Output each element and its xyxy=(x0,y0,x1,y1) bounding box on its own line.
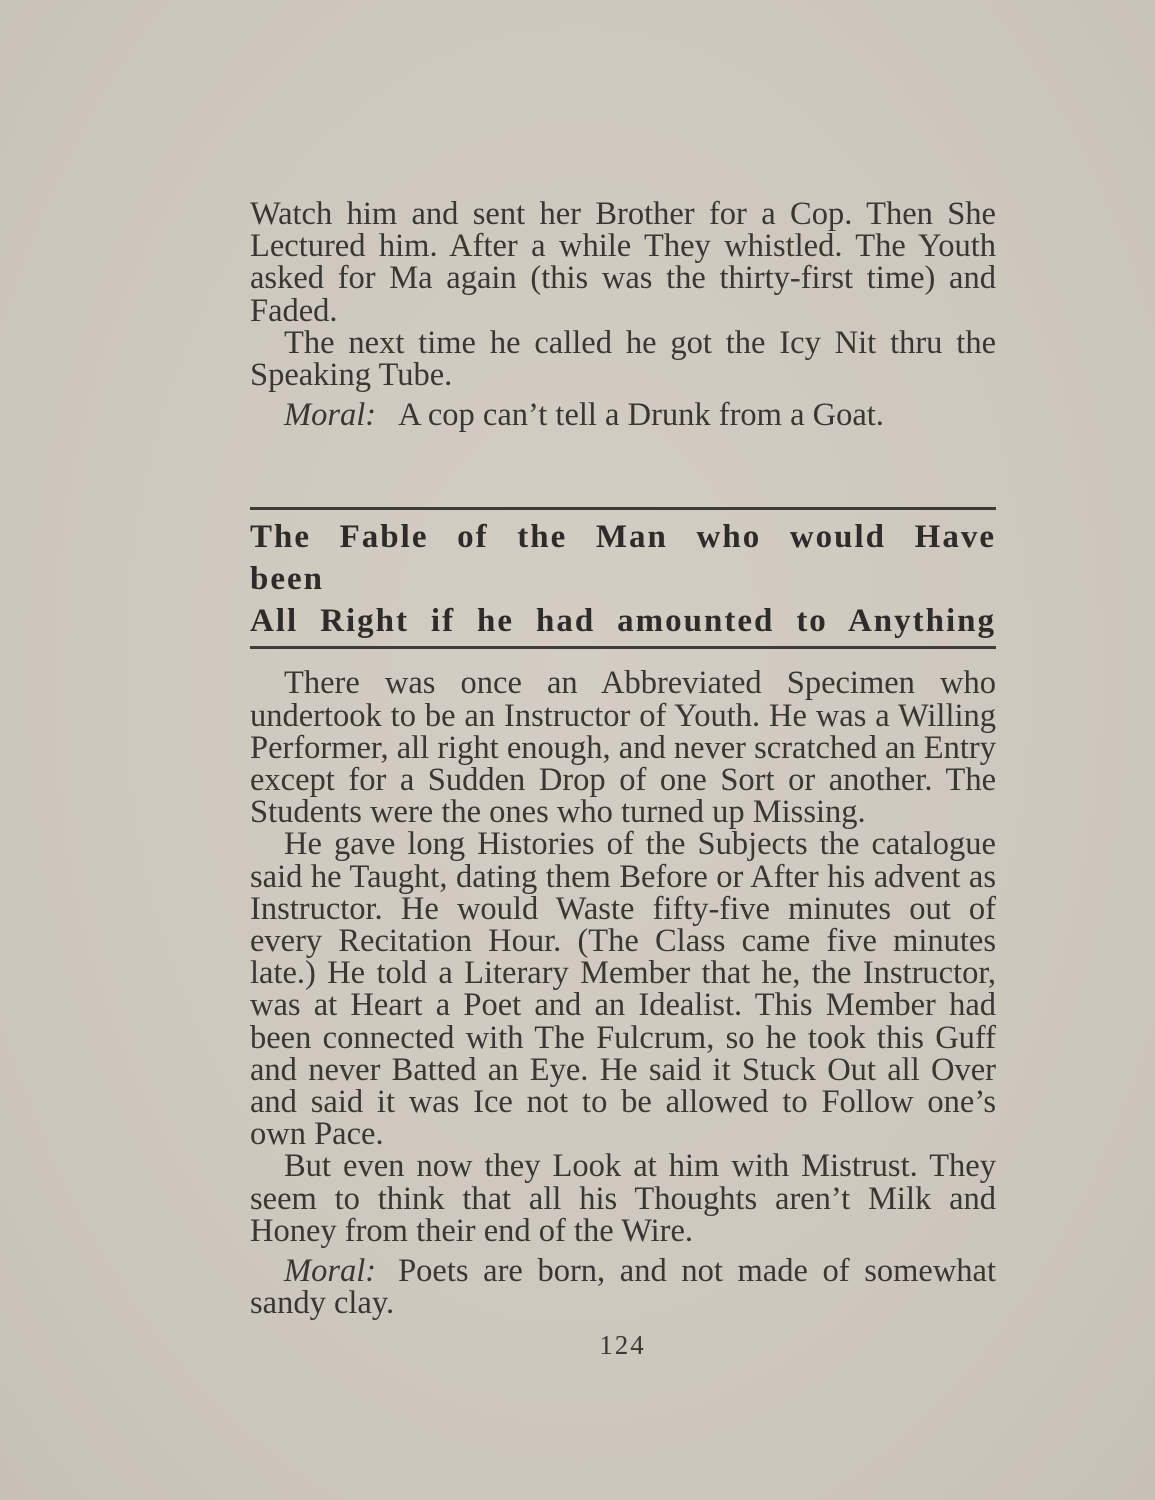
paragraph-speaking-tube: The next time he called he got the Icy Nit thru the Speaking Tube. xyxy=(250,324,996,394)
page-number: 124 xyxy=(599,1330,646,1360)
text-column xyxy=(250,196,996,1322)
moral-poets xyxy=(250,1253,996,1322)
moral-text: A cop can’t tell a Drunk from a Goat. xyxy=(398,397,884,434)
moral-text: Poets are born, and not made of somewhat sandy clay. xyxy=(250,1253,996,1322)
fable-title-line-1: The Fable of the Man who would Have been xyxy=(250,519,996,598)
continued-paragraph: Watch him and sent her Brother for a Cop. Then She Lectured him. After a while They whistled. The Youth asked for Ma again (this was the thirty-first time) and Faded. xyxy=(250,196,996,329)
paragraph-abbreviated-specimen: There was once an Abbreviated Specimen who undertook to be an Instructor of Youth. He was a Willing Performer, all right enough, and never scratched an Entry except for a Sudden Drop of one Sort or another. The Students were the ones who turned up Missing. xyxy=(250,665,996,831)
moral-label: Moral: xyxy=(284,1253,377,1290)
moral-goat xyxy=(250,397,996,434)
paragraph-histories: He gave long Histories of the Subjects the catalogue said he Taught, dating them Before or After his advent as Instructor. He would Waste fifty-five minutes out of every Recitation Hour. (The Class came five minutes late.) He told a Literary Member that he, the Instructor, was at Heart a Poet and an Idealist. This Member had been connected with The Fulcrum, so he took this Guff and never Batted an Eye. He said it Stuck Out all Over and said it was Ice not to be allowed to Follow one’s own Pace. xyxy=(250,826,996,1153)
fable-title-line-2: All Right if he had amounted to Anything xyxy=(250,603,996,640)
title-rule-bottom xyxy=(250,646,996,649)
paragraph-mistrust: But even now they Look at him with Mistrust. They seem to think that all his Thoughts aren’t Milk and Honey from their end of the Wire. xyxy=(250,1148,996,1249)
fable-title xyxy=(250,510,996,646)
moral-label: Moral: xyxy=(284,397,377,434)
